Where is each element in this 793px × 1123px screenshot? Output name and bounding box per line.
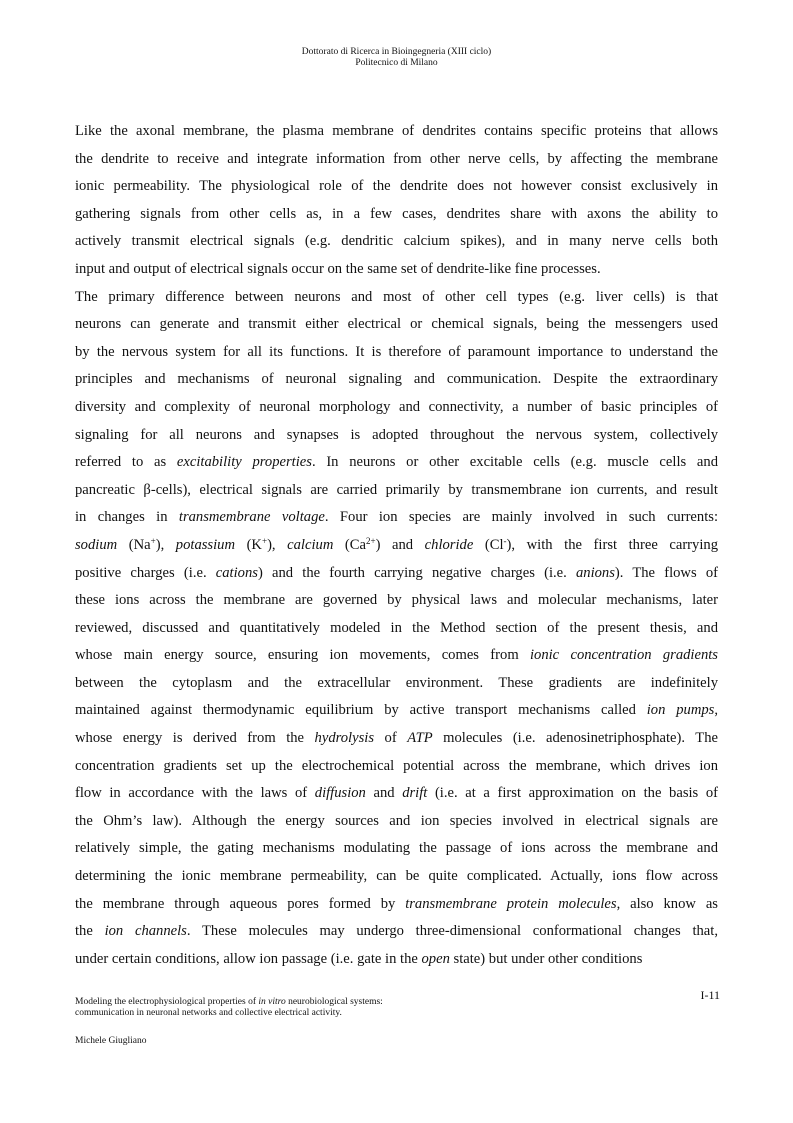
italic-text: potassium — [175, 536, 235, 553]
italic-text: excitability properties — [176, 454, 312, 471]
italic-text: diffusion — [314, 785, 366, 802]
text-run: input and output of electrical signals occur on the same set of dendrite-like fine processes. — [75, 260, 601, 277]
text-run: these ions across the membrane are governed by physical laws and molecular mechanisms, later — [75, 592, 718, 609]
text-run: gathering signals from other cells as, in a few cases, dendrites share with axons the ability to — [75, 205, 718, 222]
text-line — [75, 753, 718, 781]
text-run: principles and mechanisms of neuronal signaling and communication. Despite the extraordinary — [75, 371, 718, 388]
page-header — [0, 47, 793, 69]
text-run: signaling for all neurons and synapses is adopted throughout the nervous system, collectively — [75, 426, 718, 443]
text-run: (i.e. at a first approximation on the basis of — [427, 785, 719, 802]
superscript: - — [503, 535, 507, 546]
text-run: (K — [235, 536, 262, 553]
text-run: between the cytoplasm and the extracellular environment. These gradients are indefinitely — [75, 674, 718, 691]
text-run: ) and — [375, 536, 425, 553]
text-run: . In neurons or other excitable cells (e.g. muscle cells and — [311, 454, 718, 471]
text-line — [75, 835, 718, 863]
text-run: . Four ion species are mainly involved in such currents: — [324, 509, 718, 526]
text-line — [75, 256, 718, 284]
text-line — [75, 532, 718, 560]
italic-text: transmembrane protein molecules — [405, 895, 617, 912]
page-number: I-11 — [700, 988, 720, 1002]
text-run: the membrane through aqueous pores formed by — [75, 895, 406, 912]
text-run: , also know as — [616, 895, 718, 912]
text-run: (Ca — [333, 536, 367, 553]
text-line — [75, 780, 718, 808]
italic-text: sodium — [75, 536, 118, 553]
text-line — [75, 697, 718, 725]
text-run: neurons can generate and transmit either electrical or chemical signals, being the messengers used — [75, 316, 718, 333]
text-run: whose main energy source, ensuring ion movements, comes from — [75, 647, 530, 664]
text-run: concentration gradients set up the electrochemical potential across the membrane, which drives ion — [75, 757, 718, 774]
superscript: + — [150, 535, 156, 546]
paragraph — [75, 284, 718, 974]
text-line — [75, 118, 718, 146]
text-run: (Na — [117, 536, 151, 553]
text-run: ), with the first three carrying — [506, 536, 718, 553]
footer-title-post: neurobiological systems: — [285, 997, 383, 1007]
text-run: ). The flows of — [614, 564, 718, 581]
italic-text: hydrolysis — [314, 730, 374, 747]
body-text — [75, 118, 718, 973]
text-line — [75, 615, 718, 643]
text-run: ), — [155, 536, 176, 553]
text-run: by the nervous system for all its functions. It is therefore of paramount importance to understand the — [75, 343, 718, 360]
text-run: flow in accordance with the laws of — [75, 785, 315, 802]
text-run: determining the ionic membrane permeability, can be quite complicated. Actually, ions flow across — [75, 868, 718, 885]
italic-text: ion channels — [104, 923, 187, 940]
page-footer — [75, 997, 575, 1019]
text-run: (Cl — [473, 536, 504, 553]
text-line — [75, 311, 718, 339]
text-run: molecules (i.e. adenosinetriphosphate). The — [432, 730, 718, 747]
text-line — [75, 339, 718, 367]
italic-text: transmembrane voltage — [178, 509, 325, 526]
text-line — [75, 946, 718, 974]
italic-text: ion pumps — [646, 702, 715, 719]
text-run: relatively simple, the gating mechanisms modulating the passage of ions across the membrane and — [75, 840, 718, 857]
superscript: 2+ — [366, 535, 376, 546]
text-run: Like the axonal membrane, the plasma membrane of dendrites contains specific proteins that allows — [75, 123, 718, 139]
text-line — [75, 670, 718, 698]
text-line — [75, 449, 718, 477]
text-line — [75, 146, 718, 174]
text-run: maintained against thermodynamic equilibrium by active transport mechanisms called — [75, 702, 647, 719]
italic-text: calcium — [287, 536, 334, 553]
text-run: the dendrite to receive and integrate information from other nerve cells, by affecting the membrane — [75, 150, 718, 167]
italic-text: cations — [215, 564, 258, 581]
header-university-line: Politecnico di Milano — [355, 58, 438, 68]
text-run: referred to as — [75, 454, 177, 471]
italic-text: ionic concentration gradients — [529, 647, 718, 664]
text-line — [75, 504, 718, 532]
text-run: ), — [267, 536, 288, 553]
text-line — [75, 863, 718, 891]
text-line — [75, 725, 718, 753]
text-line — [75, 201, 718, 229]
text-line — [75, 394, 718, 422]
text-line — [75, 587, 718, 615]
text-line — [75, 918, 718, 946]
text-run: . These molecules may undergo three-dimensional conformational changes that, — [186, 923, 718, 940]
superscript: + — [261, 535, 268, 546]
text-line — [75, 891, 718, 919]
text-run: the Ohm’s law). Although the energy sources and ion species involved in electrical signals are — [75, 812, 718, 829]
text-run: whose energy is derived from the — [75, 730, 315, 747]
text-run: of — [374, 730, 408, 747]
footer-title-pre: Modeling the electrophysiological properties of — [75, 997, 259, 1007]
text-run: The primary difference between neurons and most of other cell types (e.g. liver cells) is that — [75, 288, 718, 305]
italic-text: open — [421, 950, 450, 967]
italic-text: ATP — [407, 730, 433, 747]
text-line — [75, 642, 718, 670]
text-run: in changes in — [75, 509, 179, 526]
text-line — [75, 366, 718, 394]
text-run: pancreatic β-cells), electrical signals are carried primarily by transmembrane ion currents, and result — [75, 481, 718, 498]
header-institution-line: Dottorato di Ricerca in Bioingegneria (XIII ciclo) — [301, 47, 492, 57]
footer-thesis-title — [75, 997, 575, 1008]
text-line — [75, 284, 718, 312]
text-run: positive charges (i.e. — [75, 564, 216, 581]
text-line — [75, 808, 718, 836]
text-run: reviewed, discussed and quantitatively modeled in the Method section of the present thesis, and — [75, 619, 718, 636]
text-run: , — [714, 702, 719, 719]
text-line — [75, 173, 718, 201]
text-line — [75, 560, 718, 588]
text-run: the — [75, 923, 105, 940]
italic-text: chloride — [424, 536, 474, 553]
text-line — [75, 422, 718, 450]
text-run: under certain conditions, allow ion passage (i.e. gate in the — [75, 950, 422, 967]
paragraph — [75, 118, 718, 284]
text-run: actively transmit electrical signals (e.g. dendritic calcium spikes), and in many nerve cells both — [75, 233, 718, 250]
text-line — [75, 228, 718, 256]
footer-author: Michele Giugliano — [75, 1036, 147, 1046]
footer-thesis-subtitle: communication in neuronal networks and collective electrical activity. — [75, 1008, 342, 1018]
footer-title-italic: in vitro — [258, 997, 286, 1007]
text-run: state) but under other conditions — [449, 950, 643, 967]
italic-text: anions — [575, 564, 615, 581]
text-run: ) and the fourth carrying negative charges (i.e. — [257, 564, 576, 581]
text-line — [75, 477, 718, 505]
text-run: and — [365, 785, 403, 802]
text-run: diversity and complexity of neuronal morphology and connectivity, a number of basic principles of — [75, 398, 718, 415]
text-run: ionic permeability. The physiological role of the dendrite does not however consist exclusively in — [75, 178, 718, 195]
italic-text: drift — [402, 785, 428, 802]
